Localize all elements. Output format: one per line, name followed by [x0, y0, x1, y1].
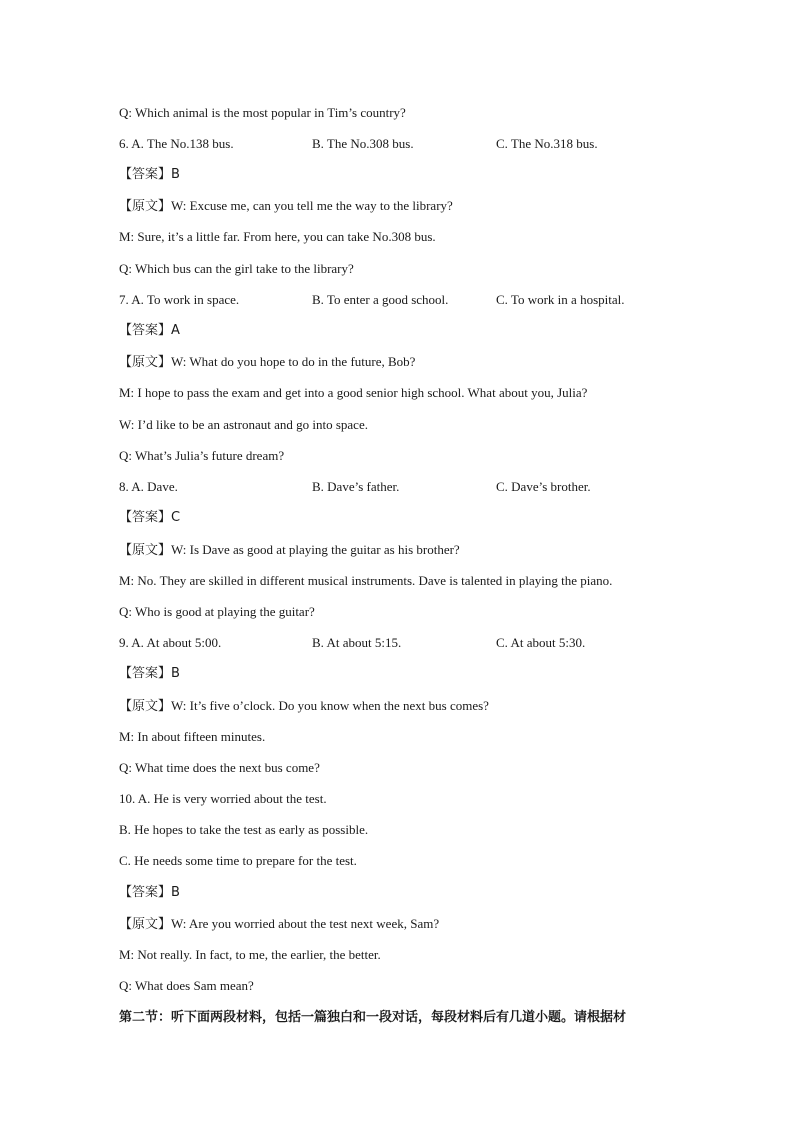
q8-answer: 【答案】C [119, 510, 181, 525]
q6-option-a: 6. A. The No.138 bus. [119, 136, 234, 151]
q8-option-b: B. Dave’s father. [312, 479, 400, 494]
q10-transcript-1: 【原文】W: Are you worried about the test next week, Sam? [119, 916, 440, 931]
q6-transcript-3: Q: Which bus can the girl take to the library? [119, 261, 354, 276]
q7-option-a: 7. A. To work in space. [119, 292, 240, 307]
q9-option-c: C. At about 5:30. [496, 635, 586, 650]
q9-answer: 【答案】B [119, 666, 180, 681]
q9-transcript-2: M: In about fifteen minutes. [119, 729, 266, 744]
section-2-heading: 第二节：听下面两段材料，包括一篇独白和一段对话，每段材料后有几道小题。请根据材 [119, 1010, 627, 1025]
question-7-options [119, 291, 679, 309]
q8-transcript-2: M: No. They are skilled in different musical instruments. Dave is talented in playing the piano. [119, 573, 613, 588]
question-8-options [119, 478, 679, 496]
q7-answer: 【答案】A [119, 323, 180, 338]
q6-option-b: B. The No.308 bus. [312, 136, 414, 151]
q6-transcript-2: M: Sure, it’s a little far. From here, you can take No.308 bus. [119, 229, 436, 244]
q9-option-a: 9. A. At about 5:00. [119, 635, 222, 650]
q9-transcript-3: Q: What time does the next bus come? [119, 760, 320, 775]
question-5-text: Q: Which animal is the most popular in Tim’s country? [119, 105, 406, 120]
q7-transcript-2: M: I hope to pass the exam and get into a good senior high school. What about you, Julia? [119, 385, 588, 400]
q8-transcript-1: 【原文】W: Is Dave as good at playing the guitar as his brother? [119, 542, 460, 557]
q6-answer: 【答案】B [119, 167, 180, 182]
q7-transcript-1: 【原文】W: What do you hope to do in the future, Bob? [119, 354, 416, 369]
q10-option-a: 10. A. He is very worried about the test. [119, 791, 327, 806]
q10-answer: 【答案】B [119, 885, 180, 900]
q6-transcript-1: 【原文】W: Excuse me, can you tell me the way to the library? [119, 198, 453, 213]
q8-transcript-3: Q: Who is good at playing the guitar? [119, 604, 315, 619]
q7-transcript-3: W: I’d like to be an astronaut and go into space. [119, 417, 368, 432]
q8-option-a: 8. A. Dave. [119, 479, 178, 494]
q9-option-b: B. At about 5:15. [312, 635, 402, 650]
q7-transcript-4: Q: What’s Julia’s future dream? [119, 448, 285, 463]
q6-option-c: C. The No.318 bus. [496, 136, 598, 151]
q7-option-b: B. To enter a good school. [312, 292, 449, 307]
question-9-options [119, 634, 679, 652]
question-6-options [119, 135, 679, 153]
q10-transcript-2: M: Not really. In fact, to me, the earlier, the better. [119, 947, 381, 962]
q10-option-c: C. He needs some time to prepare for the test. [119, 853, 357, 868]
q10-option-b: B. He hopes to take the test as early as possible. [119, 822, 369, 837]
q8-option-c: C. Dave’s brother. [496, 479, 591, 494]
q10-transcript-3: Q: What does Sam mean? [119, 978, 254, 993]
q7-option-c: C. To work in a hospital. [496, 292, 625, 307]
q9-transcript-1: 【原文】W: It’s five o’clock. Do you know when the next bus comes? [119, 698, 489, 713]
